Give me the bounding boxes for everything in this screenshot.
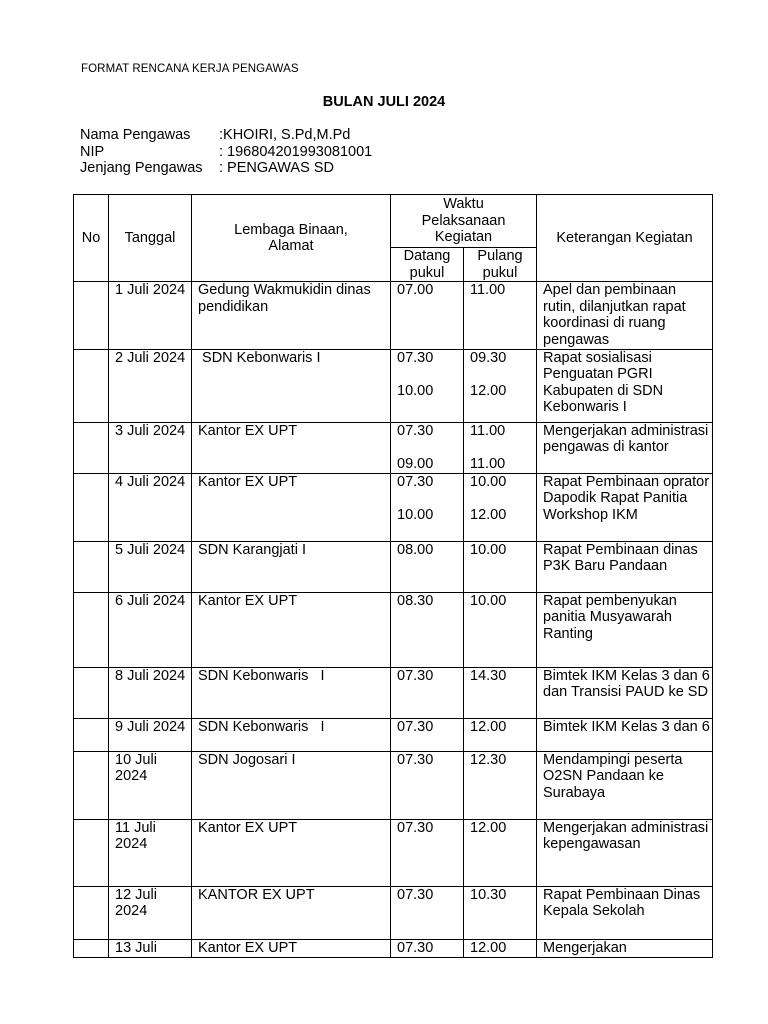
datang-time: 07.30 (397, 667, 434, 684)
row-datang (391, 349, 464, 422)
row-no (74, 473, 109, 541)
pulang-time: 14.30 (470, 667, 507, 684)
row-lembaga: Kantor EX UPT (192, 473, 391, 541)
row-no (74, 751, 109, 819)
row-lembaga: SDN Jogosari I (192, 751, 391, 819)
identity-label: Jenjang Pengawas (80, 160, 203, 176)
row-no (74, 541, 109, 592)
datang-time: 08.00 (397, 541, 434, 558)
identity-row-nama (80, 127, 372, 144)
pulang-time: 10.30 (470, 886, 507, 903)
row-no (74, 886, 109, 939)
table-row (74, 819, 713, 886)
identity-label: Nama Pengawas (80, 127, 191, 143)
row-lembaga: Gedung Wakmukidin dinas pendidikan (192, 282, 391, 349)
datang-time-2: 10.00 (397, 382, 434, 399)
row-no (74, 422, 109, 473)
datang-time: 07.30 (397, 473, 434, 490)
row-tanggal: 4 Juli 2024 (109, 473, 192, 541)
datang-time: 07.30 (397, 751, 434, 768)
identity-value: : PENGAWAS SD (219, 160, 334, 176)
row-keterangan: Rapat Pembinaan oprator Dapodik Rapat Panitia Workshop IKM (537, 473, 713, 541)
header-keterangan: Keterangan Kegiatan (537, 195, 713, 282)
table-row (74, 541, 713, 592)
header-waktu: Waktu Pelaksanaan Kegiatan (391, 195, 537, 248)
row-datang (391, 718, 464, 751)
row-tanggal: 3 Juli 2024 (109, 422, 192, 473)
row-no (74, 349, 109, 422)
table-row (74, 667, 713, 718)
row-tanggal: 6 Juli 2024 (109, 592, 192, 667)
row-pulang (464, 939, 537, 957)
pulang-time-2: 12.00 (470, 506, 507, 523)
row-keterangan: Mendampingi peserta O2SN Pandaan ke Surabaya (537, 751, 713, 819)
row-datang (391, 886, 464, 939)
row-pulang (464, 541, 537, 592)
document-title: BULAN JULI 2024 (322, 94, 446, 110)
table-row (74, 751, 713, 819)
pulang-time: 12.00 (470, 718, 507, 735)
row-datang (391, 473, 464, 541)
row-keterangan: Rapat sosialisasi Penguatan PGRI Kabupaten di SDN Kebonwaris I (537, 349, 713, 422)
pulang-time-2: 11.00 (470, 455, 506, 472)
row-lembaga: SDN Karangjati I (192, 541, 391, 592)
row-keterangan: Mengerjakan administrasi kepengawasan (537, 819, 713, 886)
identity-value: :KHOIRI, S.Pd,M.Pd (219, 127, 351, 143)
pulang-time: 12.30 (470, 751, 507, 768)
row-tanggal: 10 Juli 2024 (109, 751, 192, 819)
pulang-time: 09.30 (470, 349, 507, 366)
datang-time: 07.30 (397, 886, 434, 903)
table-row (74, 939, 713, 957)
row-lembaga: Kantor EX UPT (192, 939, 391, 957)
identity-row-jenjang (80, 160, 372, 177)
pulang-time-2: 12.00 (470, 382, 507, 399)
header-tanggal: Tanggal (109, 195, 192, 282)
table-row (74, 349, 713, 422)
row-tanggal: 1 Juli 2024 (109, 282, 192, 349)
row-lembaga: SDN Kebonwaris I (192, 349, 391, 422)
row-no (74, 718, 109, 751)
row-datang (391, 667, 464, 718)
datang-time: 07.30 (397, 422, 434, 439)
row-tanggal: 11 Juli 2024 (109, 819, 192, 886)
row-tanggal: 8 Juli 2024 (109, 667, 192, 718)
row-pulang (464, 349, 537, 422)
pulang-time: 12.00 (470, 819, 507, 836)
row-pulang (464, 886, 537, 939)
table-row (74, 422, 713, 473)
datang-time: 07.00 (397, 282, 434, 299)
pulang-time: 10.00 (470, 541, 507, 558)
row-datang (391, 592, 464, 667)
header-no: No (74, 195, 109, 282)
identity-label: NIP (80, 143, 105, 160)
row-lembaga: Kantor EX UPT (192, 592, 391, 667)
row-tanggal: 2 Juli 2024 (109, 349, 192, 422)
pulang-time: 10.00 (470, 473, 507, 490)
row-datang (391, 939, 464, 957)
header-lembaga: Lembaga Binaan, Alamat (192, 195, 391, 282)
identity-row-nip (80, 144, 372, 161)
pulang-time: 12.00 (470, 939, 507, 956)
row-keterangan: Bimtek IKM Kelas 3 dan 6 dan Transisi PAUD ke SD (537, 667, 713, 718)
datang-time: 07.30 (397, 718, 434, 735)
row-keterangan: Mengerjakan administrasi pengawas di kantor (537, 422, 713, 473)
row-datang (391, 751, 464, 819)
row-keterangan: Bimtek IKM Kelas 3 dan 6 (537, 718, 713, 751)
datang-time: 07.30 (397, 819, 434, 836)
row-keterangan: Apel dan pembinaan rutin, dilanjutkan rapat koordinasi di ruang pengawas (537, 282, 713, 349)
header-datang: Datang pukul (391, 248, 464, 282)
header-pulang: Pulang pukul (464, 248, 537, 282)
identity-value: : 196804201993081001 (219, 143, 373, 160)
row-datang (391, 422, 464, 473)
document-header: FORMAT RENCANA KERJA PENGAWAS (81, 63, 299, 75)
table-row (74, 592, 713, 667)
row-pulang (464, 667, 537, 718)
row-datang (391, 282, 464, 349)
row-keterangan: Rapat Pembinaan dinas P3K Baru Pandaan (537, 541, 713, 592)
row-keterangan: Rapat pembenyukan panitia Musyawarah Ranting (537, 592, 713, 667)
row-lembaga: KANTOR EX UPT (192, 886, 391, 939)
row-pulang (464, 751, 537, 819)
datang-time-2: 09.00 (397, 455, 434, 472)
row-lembaga: SDN Kebonwaris I (192, 667, 391, 718)
table-row (74, 886, 713, 939)
row-no (74, 667, 109, 718)
datang-time: 07.30 (397, 939, 434, 956)
table-row (74, 473, 713, 541)
row-lembaga: Kantor EX UPT (192, 819, 391, 886)
pulang-time: 11.00 (470, 282, 506, 299)
row-datang (391, 541, 464, 592)
table-row (74, 718, 713, 751)
row-no (74, 939, 109, 957)
row-tanggal: 9 Juli 2024 (109, 718, 192, 751)
row-no (74, 592, 109, 667)
row-pulang (464, 422, 537, 473)
pulang-time: 11.00 (470, 422, 506, 439)
row-keterangan: Mengerjakan (537, 939, 713, 957)
row-pulang (464, 473, 537, 541)
row-datang (391, 819, 464, 886)
row-lembaga: SDN Kebonwaris I (192, 718, 391, 751)
identity-block (80, 127, 372, 177)
table-row (74, 282, 713, 349)
row-tanggal: 12 Juli 2024 (109, 886, 192, 939)
row-keterangan: Rapat Pembinaan Dinas Kepala Sekolah (537, 886, 713, 939)
row-no (74, 819, 109, 886)
row-pulang (464, 718, 537, 751)
row-tanggal: 5 Juli 2024 (109, 541, 192, 592)
pulang-time: 10.00 (470, 592, 507, 609)
row-lembaga: Kantor EX UPT (192, 422, 391, 473)
datang-time: 08.30 (397, 592, 434, 609)
row-pulang (464, 592, 537, 667)
row-no (74, 282, 109, 349)
row-pulang (464, 282, 537, 349)
datang-time: 07.30 (397, 349, 434, 366)
datang-time-2: 10.00 (397, 506, 434, 523)
activity-table (73, 194, 713, 958)
row-tanggal: 13 Juli (109, 939, 192, 957)
row-pulang (464, 819, 537, 886)
